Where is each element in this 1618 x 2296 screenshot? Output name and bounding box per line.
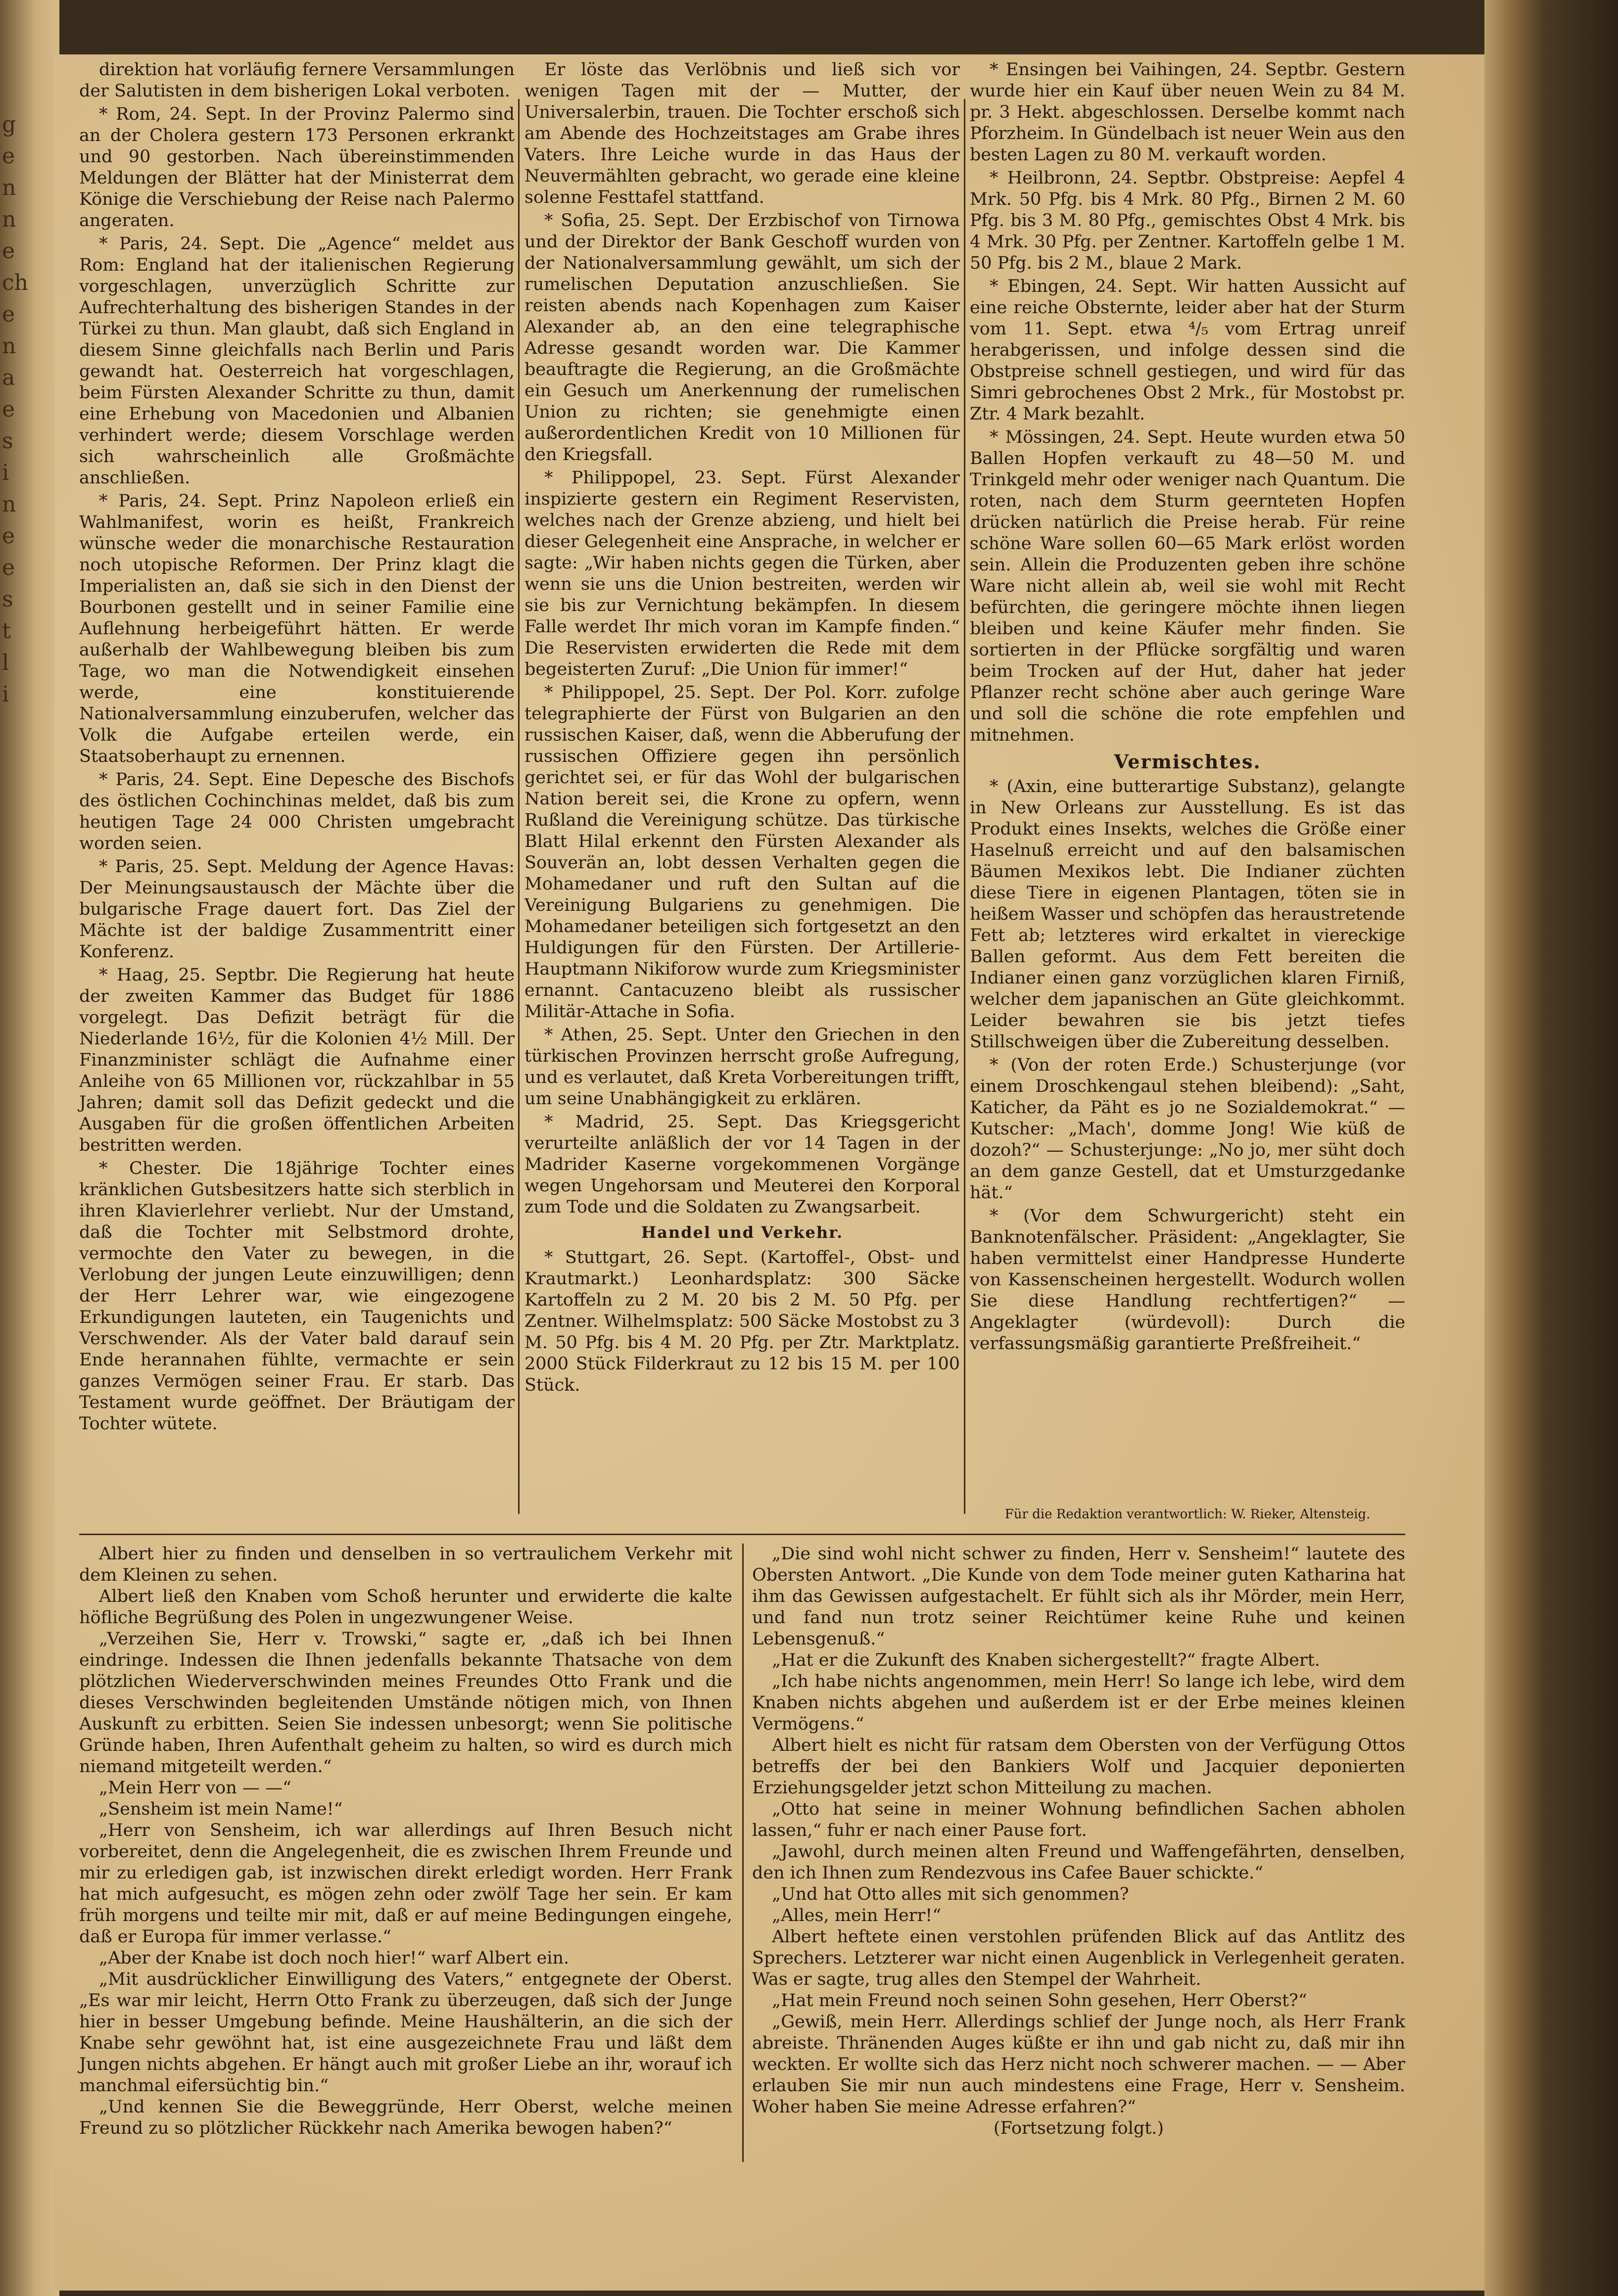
serial-paragraph: Albert heftete einen verstohlen prüfenden Blick auf das Antlitz des Sprechers. Letzterer war nicht einen Augenblick in Verlegenheit geraten. Was er sagte, trug alles den Stempel der Wahrheit.: [752, 1927, 1405, 1989]
column-2: [524, 59, 960, 1398]
edge-glyph: t: [2, 618, 11, 644]
edge-glyph: s: [2, 428, 13, 454]
article: direktion hat vorläufig fernere Versammlungen der Salutisten in dem bisherigen Lokal verboten.: [79, 60, 515, 101]
serial-paragraph: „Ich habe nichts angenommen, mein Herr! So lange ich lebe, wird dem Knaben nichts abgehen und außerdem ist er der Erbe meines kleinen Vermögens.“: [752, 1672, 1405, 1734]
section-heading-handel: Handel und Verkehr.: [641, 1223, 844, 1242]
serial-paragraph: „Alles, mein Herr!“: [772, 1906, 942, 1925]
article: * Madrid, 25. Sept. Das Kriegsgericht verurteilte anläßlich der vor 14 Tagen in der Madrider Kaserne vorgekommenen Vorgänge wegen Ungehorsam und Meuterei den Korporal zum Tode und die Soldaten zu Zwangsarbeit.: [524, 1112, 960, 1217]
edge-glyph: g: [2, 112, 16, 137]
serial-paragraph: „Hat mein Freund noch seinen Sohn gesehen, Herr Oberst?“: [772, 1991, 1307, 2011]
article: * Paris, 25. Sept. Meldung der Agence Havas: Der Meinungsaustausch der Mächte über die bulgarische Frage dauert fort. Das Ziel der Mächte ist der baldige Zusammentritt einer Konferenz.: [79, 857, 515, 962]
article: * Paris, 24. Sept. Prinz Napoleon erließ ein Wahlmanifest, worin es heißt, Frankreich wünsche weder die monarchische Restauration noch utopische Reformen. Der Prinz klagt die Imperialisten an, daß sie sich in den Dienst der Bourbonen gestellt und in seiner Familie eine Auflehnung herbeigeführt hätten. Er werde außerhalb der Wahlbewegung bleiben bis zum Tage, wo man die Notwendigkeit einsehen werde, eine konstituierende Nationalversammlung einzuberufen, welcher das Volk die Aufgabe erteilen werde, ein Staatsoberhaupt zu ernennen.: [79, 491, 515, 766]
edge-glyph: n: [2, 175, 16, 200]
edge-glyph: n: [2, 492, 16, 517]
article: * Sofia, 25. Sept. Der Erzbischof von Tirnowa und der Direktor der Bank Geschoff wurden von der Nationalversammlung gewählt, um sich der rumelischen Deputation anzuschließen. Sie reisten abends nach Kopenhagen zum Kaiser Alexander ab, an den eine telegraphische Adresse gesandt worden war. Die Kammer beauftragte die Regierung, an die Großmächte ein Gesuch um Anerkennung der rumelischen Union zu richten; sie genehmigte einen außerordentlichen Kredit von 10 Millionen für den Kriegsfall.: [524, 211, 960, 465]
serial-paragraph: „Und hat Otto alles mit sich genommen?: [772, 1884, 1129, 1904]
article: * Ensingen bei Vaihingen, 24. Septbr. Gestern wurde hier ein Kauf über neuen Wein zu 84 M. pr. 3 Hekt. abgeschlossen. Derselbe kommt nach Pforzheim. In Gündelbach ist neuer Wein aus den besten Lagen zu 80 M. verkauft worden.: [970, 60, 1405, 165]
serial-paragraph: „Otto hat seine in meiner Wohnung befindlichen Sachen abholen lassen,“ fuhr er nach einer Pause fort.: [752, 1799, 1405, 1840]
edge-glyph: n: [2, 207, 16, 232]
edge-glyph: l: [2, 650, 9, 675]
edge-glyph: e: [2, 555, 15, 580]
article: * (Axin, eine butterartige Substanz), gelangte in New Orleans zur Ausstellung. Es ist das Produkt eines Insekts, welches die Größe einer Haselnuß erreicht und auf den balsamischen Bäumen Mexikos lebt. Die Indianer züchten diese Tiere in eigenen Plantagen, töten sie in heißem Wasser und schöpfen das heraustretende Fett ab; letzteres wird erkaltet in viereckige Ballen geformt. Aus dem Fett bereiten die Indianer einen ganz vorzüglichen klaren Firniß, welcher dem japanischen an Güte gleichkommt. Leider bewahren sie bis jetzt tiefes Stillschweigen über die Zubereitung desselben.: [970, 777, 1405, 1052]
edge-glyph: a: [2, 365, 15, 390]
serial-paragraph: Albert ließ den Knaben vom Schoß herunter und erwiderte die kalte höfliche Begrüßung des Polen in ungezwungener Weise.: [79, 1587, 732, 1628]
column-rule-2: [964, 99, 965, 1514]
edge-glyph: e: [2, 143, 15, 169]
article: * Philippopel, 23. Sept. Fürst Alexander inspizierte gestern ein Regiment Reservisten, welches nach der Grenze abzieng, und hielt bei dieser Gelegenheit eine Ansprache, in welcher er sagte: „Wir haben nichts gegen die Türken, aber wenn sie uns die Union bestreiten, werden wir sie bis zur Vernichtung bekämpfen. In diesem Falle werdet Ihr mich voran im Kampfe finden.“ Die Reservisten erwiderten die Rede mit dem begeisterten Zuruf: „Die Union für immer!“: [524, 468, 960, 679]
article: * Rom, 24. Sept. In der Provinz Palermo sind an der Cholera gestern 173 Personen erkrankt und 90 gestorben. Nach übereinstimmenden Meldungen der Blätter hat der Ministerrat dem Könige die Verschiebung der Reise nach Palermo angeraten.: [79, 104, 515, 231]
article: * Paris, 24. Sept. Eine Depesche des Bischofs des östlichen Cochinchinas meldet, daß bis zum heutigen Tage 24 000 Christen umgebracht worden seien.: [79, 770, 515, 853]
serial-paragraph: „Gewiß, mein Herr. Allerdings schlief der Junge noch, als Herr Frank abreiste. Thränenden Auges küßte er ihn und gab nicht zu, daß mir ihn weckten. Er wollte sich das Herz nicht noch schwerer machen. — — Aber erlauben Sie mir nun auch mindestens eine Frage, Herr v. Sensheim. Woher haben Sie meine Adresse erfahren?“: [752, 2012, 1405, 2117]
serial-paragraph: „Die sind wohl nicht schwer zu finden, Herr v. Sensheim!“ lautete des Obersten Antwort. „Die Kunde von dem Tode meiner guten Katharina hat ihm das Gewissen aufgestachelt. Er fühlt sich als ihr Mörder, mein Herr, und fand nun trotz seiner Reichtümer keine Ruhe und keinen Lebensgenuß.“: [752, 1544, 1405, 1649]
article: * Haag, 25. Septbr. Die Regierung hat heute der zweiten Kammer das Budget für 1886 vorgelegt. Das Defizit beträgt für die Niederlande 16½, für die Kolonien 4½ Mill. Der Finanzminister schlägt die Aufnahme einer Anleihe von 65 Millionen vor, rückzahlbar in 55 Jahren; damit soll das Defizit gedeckt und die Ausgaben für die großen öffentlichen Arbeiten bestritten werden.: [79, 965, 515, 1155]
article: * Philippopel, 25. Sept. Der Pol. Korr. zufolge telegraphierte der Fürst von Bulgarien an den russischen Kaiser, daß, wenn die Abberufung der russischen Offiziere gegen ihn persönlich gerichtet sei, er für das Wohl der bulgarischen Nation bereit sei, die Krone zu opfern, wenn Rußland die Vereinigung schütze. Das türkische Blatt Hilal erkennt den Fürsten Alexander als Souverän an, lobt dessen Verhalten gegen die Mohamedaner und ruft den Sultan auf die Vereinigung Bulgariens zu genehmigen. Die Mohamedaner beteiligen sich fortgesetzt an den Huldigungen für den Fürsten. Der Artillerie-Hauptmann Nikiforow wurde zum Kriegsminister ernannt. Cantacuzeno bleibt als russischer Militär-Attache in Sofia.: [524, 683, 960, 1022]
article: * Paris, 24. Sept. Die „Agence“ meldet aus Rom: England hat der italienischen Regierung vorgeschlagen, unverzüglich Schritte zur Aufrechterhaltung des bisherigen Standes in der Türkei zu thun. Man glaubt, daß sich England in diesem Sinne gleichfalls nach Berlin und Paris gewandt hat. Oesterreich hat vorgeschlagen, beim Fürsten Alexander Schritte zu thun, damit eine Erhebung von Macedonien und Albanien verhindert werde; diesem Vorschlage werden sich wahrscheinlich alle Großmächte anschließen.: [79, 234, 515, 488]
article: * Heilbronn, 24. Septbr. Obstpreise: Aepfel 4 Mrk. 50 Pfg. bis 4 Mrk. 80 Pfg., Birnen 2 M. 60 Pfg. bis 3 M. 80 Pfg., gemischtes Obst 4 Mrk. bis 4 Mrk. 30 Pfg. per Zentner. Kartoffeln gelbe 1 M. 50 Pfg. bis 2 M., blaue 2 Mark.: [970, 168, 1405, 273]
serial-paragraph: „Jawohl, durch meinen alten Freund und Waffengefährten, denselben, den ich Ihnen zum Rendezvous ins Cafee Bauer schickte.“: [752, 1842, 1405, 1883]
article: * Mössingen, 24. Sept. Heute wurden etwa 50 Ballen Hopfen verkauft zu 48—50 M. und Trinkgeld mehr oder weniger nach Quantum. Die roten, nach dem Sturm geernteten Hopfen drücken natürlich die Preise herab. Für reine schöne Ware sollen 60—65 Mark erlöst worden sein. Allein die Produzenten geben ihre schöne Ware nicht allein ab, weil sie wohl mit Recht befürchten, die geringere möchte ihnen liegen bleiben und keine Käufer mehr finden. Sie sortierten in der Pflücke sorgfältig und waren beim Trocken auf der Hut, daher hat jeder Pflanzer recht schöne aber auch geringe Ware und soll die schöne die rote empfehlen und mitnehmen.: [970, 427, 1405, 745]
edge-glyph: e: [2, 397, 15, 422]
edge-glyphs: [2, 109, 28, 710]
article: * Athen, 25. Sept. Unter den Griechen in den türkischen Provinzen herrscht große Aufregung, und es verlautet, daß Kreta Vorbereitungen trifft, um seine Unabhängigkeit zu erklären.: [524, 1025, 960, 1109]
edge-glyph: e: [2, 523, 15, 549]
article: * (Von der roten Erde.) Schusterjunge (vor einem Droschkengaul stehen bleibend): „Saht, Katicher, da Päht es jo ne Sozialdemokrat.“ — Kutscher: „Mach', domme Jong! Wie küß de dozoh?“ — Schusterjunge: „No jo, mer süht doch an dem ganze Gestell, dat et Umsturzgedanke hät.“: [970, 1055, 1405, 1203]
article: Er löste das Verlöbnis und ließ sich vor wenigen Tagen mit der — Mutter, der Universalerbin, trauen. Die Tochter erschoß sich am Abende des Hochzeitstages am Grabe ihres Vaters. Ihre Leiche wurde in das Haus der Neuvermählten gebracht, wo gerade eine kleine solenne Festtafel stattfand.: [524, 60, 960, 207]
article: * Chester. Die 18jährige Tochter eines kränklichen Gutsbesitzers hatte sich sterblich in ihren Klavierlehrer verliebt. Nur der Umstand, daß die Tochter mit Selbstmord drohte, vermochte den Vater zu bewegen, in die Verlobung der jungen Leute einzuwilligen; denn der Herr Lehrer war, wie eingezogene Erkundigungen lauteten, ein Taugenichts und Verschwender. Als der Vater bald darauf sein Ende herannahen fühlte, vermachte er sein ganzes Vermögen seiner Frau. Er starb. Das Testament wurde geöffnet. Der Bräutigam der Tochter wütete.: [79, 1159, 515, 1434]
edge-glyph: s: [2, 587, 13, 612]
serial-paragraph: „Sensheim ist mein Name!“: [99, 1799, 343, 1819]
edge-glyph: e: [2, 302, 15, 327]
serial-rule: [742, 1544, 744, 2162]
binding-left: [0, 0, 59, 2296]
column-rule-1: [518, 99, 520, 1514]
section-heading-vermischtes: Vermischtes.: [1114, 750, 1261, 773]
column-3: [970, 59, 1405, 1357]
column-1: [79, 59, 515, 1437]
binding-right: [1484, 0, 1618, 2296]
serial-paragraph: „Herr von Sensheim, ich war allerdings auf Ihren Besuch nicht vorbereitet, denn die Angelegenheit, die es zwischen Ihrem Freunde und mir zu erledigen gab, ist inzwischen direkt erledigt worden. Herr Frank hat mich aufgesucht, es mögen zehn oder zwölf Tage her sein. Er kam früh morgens und teilte mir mit, daß er auf meine Bedingungen eingehe, daß er Europa für immer verlasse.“: [79, 1821, 732, 1947]
edge-glyph: e: [2, 238, 15, 264]
edge-glyph: n: [2, 333, 16, 359]
serial-paragraph: „Hat er die Zukunft des Knaben sichergestellt?“ fragte Albert.: [772, 1650, 1320, 1670]
serial-paragraph: „Mit ausdrücklicher Einwilligung des Vaters,“ entgegnete der Oberst. „Es war mir leicht, Herrn Otto Frank zu überzeugen, daß sich der Junge hier in besser Umgebung befinde. Meine Haushälterin, an die sich der Knabe sehr gewöhnt hat, ist eine ausgezeichnete Frau und läßt dem Jungen nichts abgehen. Er hängt auch mit großer Liebe an ihr, worauf ich manchmal eifersüchtig bin.“: [79, 1969, 732, 2096]
serial-story-right: [752, 1544, 1405, 2139]
edge-glyph: ch: [2, 270, 28, 295]
edge-glyph: i: [2, 682, 9, 707]
serial-paragraph: „Und kennen Sie die Beweggründe, Herr Oberst, welche meinen Freund zu so plötzlicher Rückkehr nach Amerika bewogen haben?“: [79, 2097, 732, 2138]
article: * Stuttgart, 26. Sept. (Kartoffel-, Obst- und Krautmarkt.) Leonhardsplatz: 300 Säcke Kartoffeln zu 2 M. 20 bis 2 M. 50 Pfg. per Zentner. Wilhelmsplatz: 500 Säcke Mostobst zu 3 M. 50 Pfg. bis 4 M. 20 Pfg. per Ztr. Marktplatz. 2000 Stück Filderkraut zu 12 bis 15 M. per 100 Stück.: [524, 1248, 960, 1395]
serial-paragraph: „Verzeihen Sie, Herr v. Trowski,“ sagte er, „daß ich bei Ihnen eindringe. Indessen die Ihnen jedenfalls bekannte Thatsache von dem plötzlichen Wiederverschwinden meines Freundes Otto Frank und die dieses Verschwinden begleitenden Umstände nötigen mich, von Ihnen Auskunft zu erbitten. Seien Sie indessen unbesorgt; wenn Sie politische Gründe haben, Ihren Aufenthalt geheim zu halten, so wird es durch mich niemand mitgeteilt werden.“: [79, 1629, 732, 1777]
article: * Ebingen, 24. Sept. Wir hatten Aussicht auf eine reiche Obsternte, leider aber hat der Sturm vom 11. Sept. etwa ⁴/₅ vom Ertrag unreif herabgerissen, und infolge dessen sind die Obstpreise schnell gestiegen, und wird für das Simri gebrochenes Obst 2 Mrk., für Mostobst pr. Ztr. 4 Mark bezahlt.: [970, 277, 1405, 424]
serial-paragraph: „Mein Herr von — —“: [99, 1778, 291, 1798]
serial-paragraph: „Aber der Knabe ist doch noch hier!“ warf Albert ein.: [99, 1948, 570, 1968]
serial-story-left: [79, 1544, 732, 2139]
article: * (Vor dem Schwurgericht) steht ein Banknotenfälscher. Präsident: „Angeklagter, Sie haben vermittelst einer Handpresse Hunderte von Kassenscheinen hergestellt. Wodurch wollen Sie diese Handlung rechtfertigen?“ — Angeklagter (würdevoll): Durch die verfassungsmäßig garantierte Preßfreiheit.“: [970, 1206, 1405, 1354]
section-rule: [79, 1534, 1405, 1535]
edge-glyph: i: [2, 460, 9, 485]
continuation-note: (Fortsetzung folgt.): [993, 2118, 1164, 2138]
serial-paragraph: Albert hielt es nicht für ratsam dem Obersten von der Verfügung Ottos betreffs der bei den Bankiers Wolf und Jacquier deponierten Erziehungsgelder jetzt schon Mitteilung zu machen.: [752, 1735, 1405, 1798]
imprint: Für die Redaktion verantwortlich: W. Rieker, Altensteig.: [1004, 1507, 1371, 1522]
serial-paragraph: Albert hier zu finden und denselben in so vertraulichem Verkehr mit dem Kleinen zu sehen.: [79, 1544, 732, 1585]
